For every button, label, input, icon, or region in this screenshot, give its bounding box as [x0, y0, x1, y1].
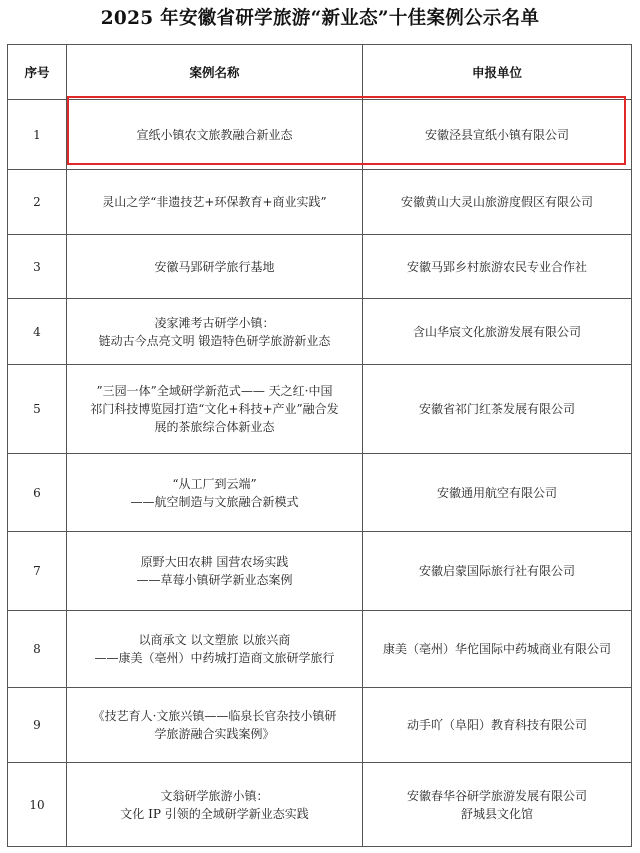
case-name-cell	[67, 611, 363, 688]
table-row	[8, 100, 632, 170]
column-header-case-name: 案例名称	[67, 45, 363, 100]
results-table	[7, 44, 632, 847]
unit-line: 安徽启蒙国际旅行社有限公司	[418, 564, 575, 578]
case-name-line: 链动古今点亮文明 锻造特色研学旅游新业态	[98, 333, 331, 348]
unit-line: 含山华宸文化旅游发展有限公司	[412, 324, 581, 339]
row-number: 4	[8, 299, 67, 365]
unit-line: 安徽省祁门红茶发展有限公司	[418, 402, 575, 416]
row-number: 10	[8, 763, 67, 847]
case-name-cell	[67, 532, 363, 611]
case-name-cell	[67, 299, 363, 365]
row-number: 9	[8, 688, 67, 763]
unit-cell	[363, 532, 632, 611]
unit-cell	[363, 688, 632, 763]
case-name-cell	[67, 454, 363, 532]
unit-cell	[363, 454, 632, 532]
case-name-line: 展的茶旅综合体新业态	[154, 420, 275, 434]
case-name-line: 祁门科技博览园打造“文化+科技+产业”融合发	[90, 402, 339, 416]
case-name-cell	[67, 170, 363, 235]
case-name-line: 以商承文 以文塑旅 以旅兴商	[138, 633, 291, 647]
case-name-cell	[67, 365, 363, 454]
unit-cell	[363, 611, 632, 688]
table-row	[8, 235, 632, 299]
page-title: 2025 年安徽省研学旅游“新业态”十佳案例公示名单	[100, 8, 540, 29]
case-name-line: ——草莓小镇研学新业态案例	[136, 573, 293, 587]
unit-line: 安徽马郢乡村旅游农民专业合作社	[406, 259, 587, 274]
table-row	[8, 454, 632, 532]
case-name-line: 文化 IP 引领的全域研学新业态实践	[120, 806, 309, 821]
unit-cell	[363, 100, 632, 170]
unit-cell	[363, 170, 632, 235]
case-name-cell	[67, 688, 363, 763]
case-name-line: 《技艺育人·文旅兴镇——临泉长官杂技小镇研	[92, 709, 337, 723]
unit-line: 安徽春华谷研学旅游发展有限公司	[406, 788, 587, 803]
table-row	[8, 299, 632, 365]
case-name-cell	[67, 763, 363, 847]
unit-cell	[363, 365, 632, 454]
case-name-line: 凌家滩考古研学小镇：	[154, 315, 275, 330]
case-name-line: 文翁研学旅游小镇：	[160, 788, 269, 803]
case-name-line: 学旅游融合实践案例》	[154, 727, 275, 741]
row-number: 8	[8, 611, 67, 688]
unit-line: 安徽通用航空有限公司	[436, 485, 557, 500]
case-name-cell	[67, 235, 363, 299]
table-row	[8, 532, 632, 611]
row-number: 2	[8, 170, 67, 235]
case-name-line: ”三园一体”全域研学新范式—— 天之红·中国	[96, 384, 333, 398]
unit-line: 安徽黄山大灵山旅游度假区有限公司	[400, 195, 593, 209]
case-name-line: 灵山之学“非遗技艺+环保教育+商业实践”	[102, 195, 327, 209]
row-number: 1	[8, 100, 67, 170]
table-row	[8, 611, 632, 688]
unit-line: 康美（亳州）华佗国际中药城商业有限公司	[382, 642, 611, 656]
table-row	[8, 763, 632, 847]
table-row	[8, 170, 632, 235]
case-name-line: ——航空制造与文旅融合新模式	[130, 494, 299, 509]
column-header-number: 序号	[8, 45, 67, 100]
unit-line: 舒城县文化馆	[460, 806, 533, 821]
row-number: 6	[8, 454, 67, 532]
table-row	[8, 365, 632, 454]
row-number: 3	[8, 235, 67, 299]
case-name-line: 宣纸小镇农文旅教融合新业态	[136, 127, 293, 142]
case-name-line: “从工厂到云端”	[172, 476, 257, 491]
case-name-line: 原野大田农耕 国营农场实践	[140, 555, 289, 569]
unit-cell	[363, 299, 632, 365]
unit-cell	[363, 763, 632, 847]
row-number: 5	[8, 365, 67, 454]
case-name-line: ——康美（亳州）中药城打造商文旅研学旅行	[94, 651, 335, 665]
row-number: 7	[8, 532, 67, 611]
case-name-cell	[67, 100, 363, 170]
unit-line: 安徽泾县宣纸小镇有限公司	[424, 127, 569, 142]
case-name-line: 安徽马郢研学旅行基地	[154, 259, 275, 274]
unit-line: 动手吖（阜阳）教育科技有限公司	[406, 718, 587, 732]
table-header-row	[8, 45, 632, 100]
unit-cell	[363, 235, 632, 299]
column-header-unit: 申报单位	[363, 45, 632, 100]
table-row	[8, 688, 632, 763]
